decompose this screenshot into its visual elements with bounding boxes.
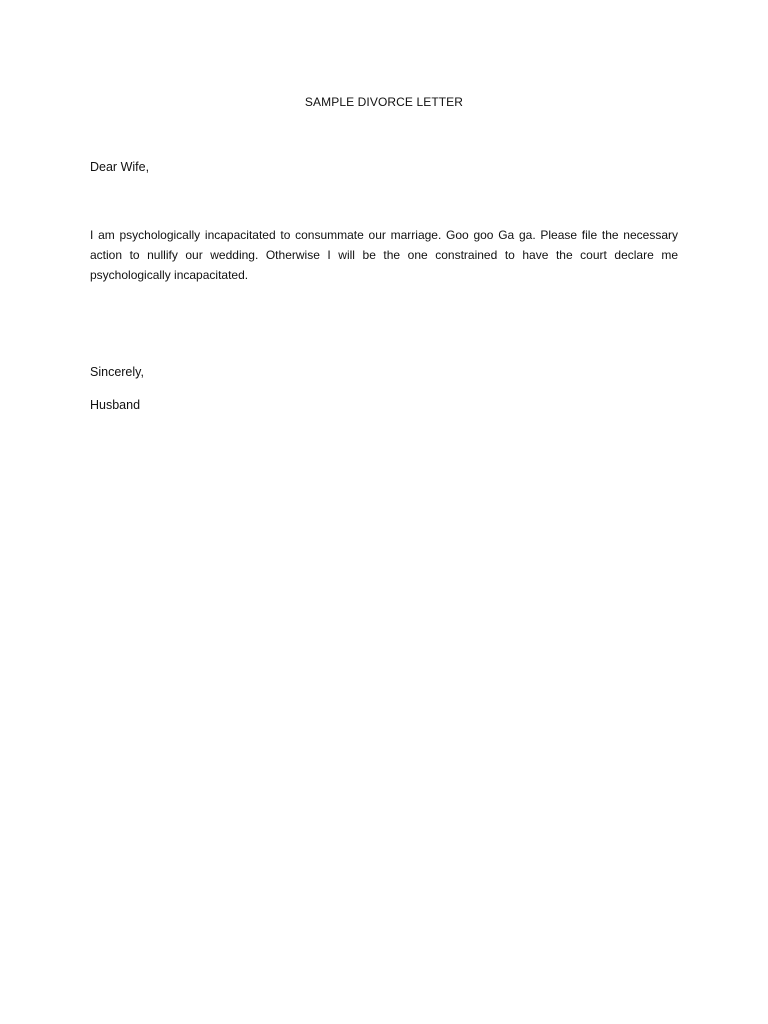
letter-signature: Husband: [90, 398, 141, 412]
letter-title: SAMPLE DIVORCE LETTER: [304, 95, 464, 109]
letter-closing: Sincerely,: [90, 365, 144, 379]
letter-salutation: Dear Wife,: [90, 160, 150, 174]
letter-body: I am psychologically incapacitated to consummate our marriage. Goo goo Ga ga. Please file the necessary action to nullify our wedding. Otherwise I will be the one constrained to have the court declare me psychologically incapacitated.: [90, 228, 678, 282]
